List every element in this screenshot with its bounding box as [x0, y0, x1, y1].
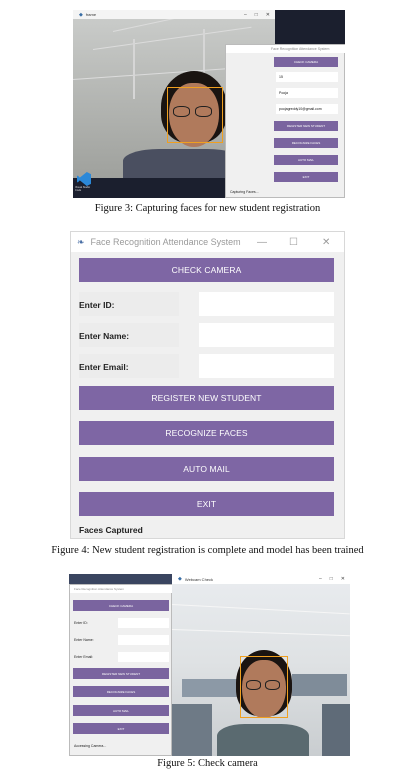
figure-5-caption: Figure 5: Check camera: [157, 758, 258, 769]
maximize-icon[interactable]: □: [254, 11, 258, 18]
vscode-taskbar-item[interactable]: [75, 172, 95, 196]
app-titlebar: Face Recognition Attendance System: [226, 45, 345, 53]
register-button[interactable]: REGISTER NEW STUDENT: [73, 668, 169, 679]
webcam-title: Webcam Check: [184, 576, 214, 582]
auto-mail-button[interactable]: AUTO MAIL: [73, 705, 169, 716]
python-icon: ◆: [79, 11, 83, 18]
webcam-feed: [172, 584, 350, 756]
id-input[interactable]: [118, 618, 169, 628]
status-text: Accessing Camera...: [74, 744, 107, 748]
recognize-button[interactable]: RECOGNIZE FACES: [73, 686, 169, 697]
webcam-window: [172, 574, 350, 756]
figure-3-screenshot: [73, 10, 345, 198]
register-button[interactable]: REGISTER NEW STUDENT: [274, 121, 338, 131]
close-icon[interactable]: ✕: [322, 237, 331, 248]
auto-mail-button[interactable]: AUTO MAIL: [274, 155, 338, 165]
close-icon[interactable]: ✕: [265, 11, 270, 18]
email-input[interactable]: [118, 652, 169, 662]
register-button[interactable]: REGISTER NEW STUDENT: [79, 386, 334, 410]
minimize-icon[interactable]: –: [318, 576, 322, 582]
vscode-icon: [77, 172, 91, 186]
status-text: Faces Captured: [79, 525, 143, 535]
auto-mail-button[interactable]: AUTO MAIL: [79, 457, 334, 481]
exit-button[interactable]: EXIT: [79, 492, 334, 516]
name-input[interactable]: [199, 323, 334, 347]
face-detection-box: [167, 87, 223, 143]
feather-icon: ❧: [77, 236, 85, 247]
maximize-icon[interactable]: □: [329, 576, 333, 582]
name-input[interactable]: [118, 635, 169, 645]
email-label: Enter Email:: [79, 362, 129, 372]
email-field[interactable]: poojagreddy10@gmail.com: [276, 104, 338, 114]
check-camera-button[interactable]: CHECK CAMERA: [73, 600, 169, 611]
id-label: Enter ID:: [79, 300, 115, 310]
close-icon[interactable]: ✕: [340, 576, 345, 582]
figure-5-screenshot: [69, 574, 350, 756]
figure-4-app-window: [70, 231, 345, 539]
maximize-icon[interactable]: ☐: [289, 237, 298, 248]
face-detection-box: [240, 656, 288, 718]
check-camera-button[interactable]: CHECK CAMERA: [274, 57, 338, 67]
app-window-mini: [225, 44, 345, 198]
recognize-button[interactable]: RECOGNIZE FACES: [79, 421, 334, 445]
name-label: Enter Name:: [79, 331, 130, 341]
exit-button[interactable]: EXIT: [274, 172, 338, 182]
exit-button[interactable]: EXIT: [73, 723, 169, 734]
window-title: Face Recognition Attendance System: [90, 237, 241, 247]
id-field[interactable]: 15: [276, 72, 338, 82]
vscode-label: Visual Studio Code: [75, 186, 91, 192]
name-label: Enter Name:: [74, 638, 94, 642]
python-icon: ◆: [178, 576, 182, 582]
status-text: Capturing Faces...: [230, 190, 259, 194]
app-titlebar: Face Recognition Attendance System: [70, 585, 173, 593]
app-window-mini: [69, 584, 172, 756]
name-field[interactable]: Pooja: [276, 88, 338, 98]
frame-titlebar: [73, 10, 275, 19]
id-label: Enter ID:: [74, 621, 88, 625]
check-camera-button[interactable]: CHECK CAMERA: [79, 258, 334, 282]
recognize-button[interactable]: RECOGNIZE FACES: [274, 138, 338, 148]
titlebar: [71, 232, 344, 252]
figure-3-caption: Figure 3: Capturing faces for new student registration: [94, 203, 321, 214]
figure-4-caption: Figure 4: New student registration is complete and model has been trained: [51, 545, 364, 556]
minimize-icon[interactable]: —: [257, 237, 267, 248]
email-input[interactable]: [199, 354, 334, 378]
id-input[interactable]: [199, 292, 334, 316]
webcam-titlebar: [172, 574, 350, 584]
email-label: Enter Email:: [74, 655, 94, 659]
minimize-icon[interactable]: –: [243, 11, 247, 18]
frame-title: frame: [85, 12, 97, 17]
